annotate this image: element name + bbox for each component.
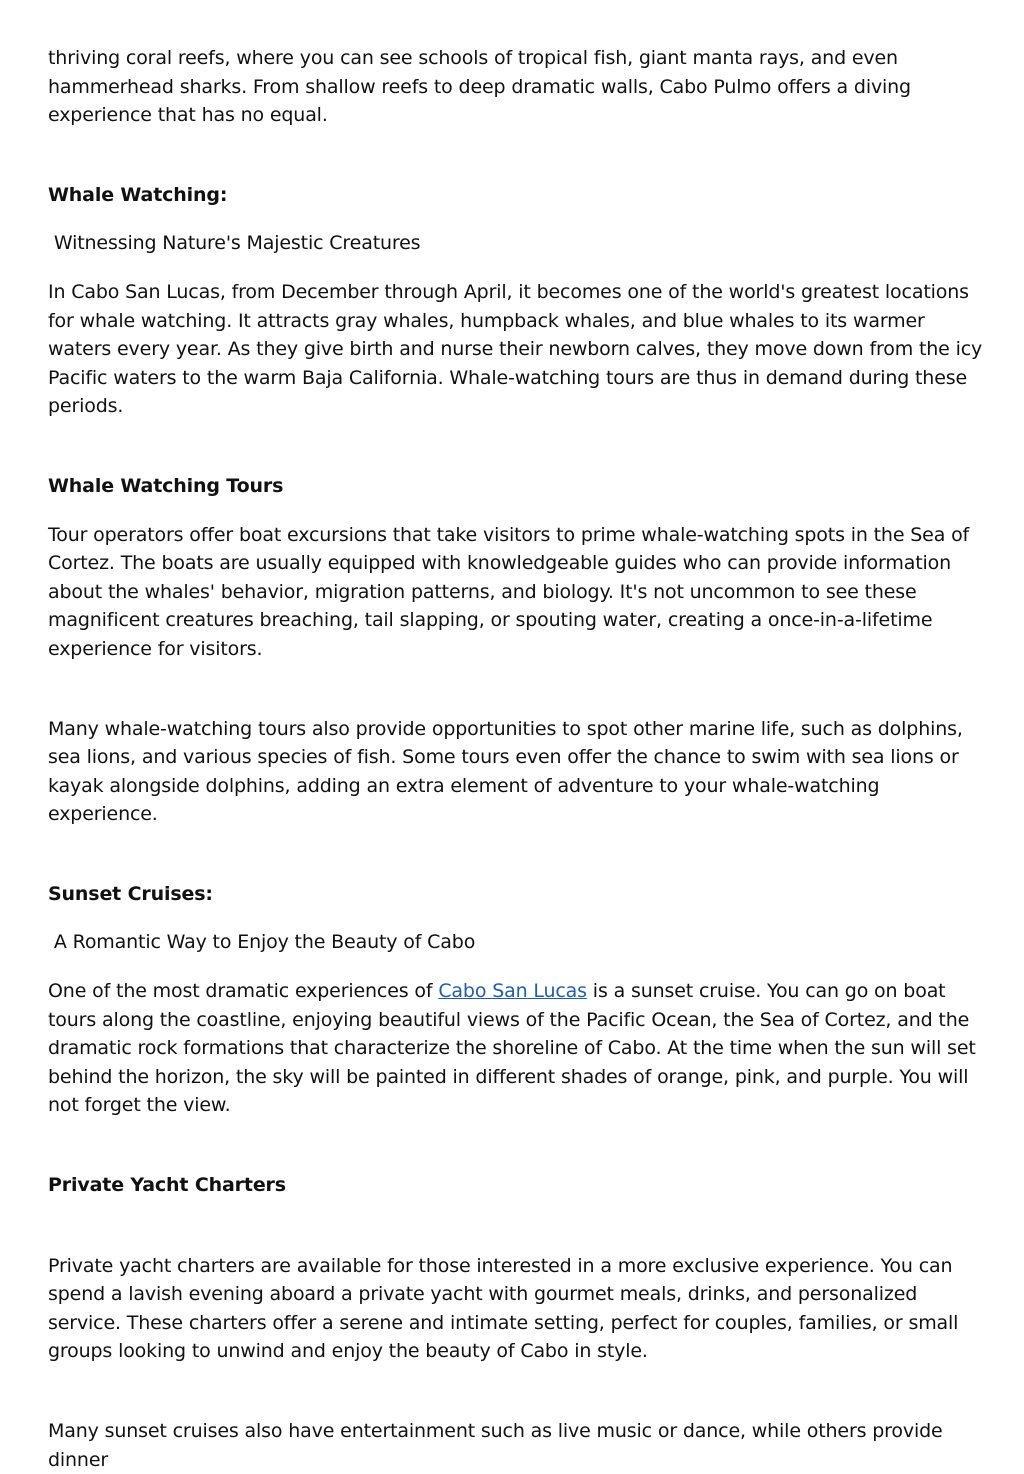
whale-watching-paragraph: In Cabo San Lucas, from December through April, it becomes one of the world's greatest locations for whale watching. It attracts gray whales, humpback whales, and blue whales to its warmer waters every year. As they give birth and nurse their newborn calves, they move down from the icy Pacific waters to the warm Baja California. Whale-watching tours are thus in demand during these periods. xyxy=(48,280,983,418)
private-yacht-charters-paragraph-1: Private yacht charters are available for those interested in a more exclusive experience. You can spend a lavish evening aboard a private yacht with gourmet meals, drinks, and personalized service. These charters offer a serene and intimate setting, perfect for couples, families, or small groups looking to unwind and enjoy the beauty of Cabo in style. xyxy=(48,1254,959,1363)
private-yacht-charters-paragraph-2: Many sunset cruises also have entertainment such as live music or dance, while others provide dinner xyxy=(48,1420,943,1471)
whale-watching-heading: Whale Watching: xyxy=(48,183,228,206)
sunset-cruises-paragraph xyxy=(48,977,983,1120)
sunset-cruises-text-before-link: One of the most dramatic experiences of xyxy=(48,980,439,1003)
intro-paragraph: thriving coral reefs, where you can see schools of tropical fish, giant manta rays, and even hammerhead sharks. From shallow reefs to deep dramatic walls, Cabo Pulmo offers a diving experience that has no equal. xyxy=(48,47,911,127)
whale-watching-tours-paragraph-1: Tour operators offer boat excursions that take visitors to prime whale-watching spots in the Sea of Cortez. The boats are usually equipped with knowledgeable guides who can provide information about the whales' behavior, migration patterns, and biology. It's not uncommon to see these magnificent creatures breaching, tail slapping, or spouting water, creating a once-in-a-lifetime experience for visitors. xyxy=(48,523,970,660)
cabo-san-lucas-link[interactable]: Cabo San Lucas xyxy=(438,980,587,1003)
document-page xyxy=(48,44,983,1474)
private-yacht-charters-heading: Private Yacht Charters xyxy=(48,1174,286,1197)
whale-watching-tours-heading: Whale Watching Tours xyxy=(48,474,284,497)
whale-watching-subheading: Witnessing Nature's Majestic Creatures xyxy=(48,232,421,255)
whale-watching-tours-paragraph-2: Many whale-watching tours also provide opportunities to spot other marine life, such as dolphins, sea lions, and various species of fish. Some tours even offer the chance to swim with sea lions or kayak alongside dolphins, adding an extra element of adventure to your whale-watching experience. xyxy=(48,717,963,826)
sunset-cruises-heading: Sunset Cruises: xyxy=(48,882,213,905)
sunset-cruises-subheading: A Romantic Way to Enjoy the Beauty of Cabo xyxy=(48,931,476,954)
sunset-cruises-text-after-link: is a sunset cruise. You can go on boat tours along the coastline, enjoying beautiful views of the Pacific Ocean, the Sea of Cortez, and the dramatic rock formations that characterize the shoreline of Cabo. At the time when the sun will set behind the horizon, the sky will be painted in different shades of orange, pink, and purple. You will not forget the view. xyxy=(48,980,976,1117)
